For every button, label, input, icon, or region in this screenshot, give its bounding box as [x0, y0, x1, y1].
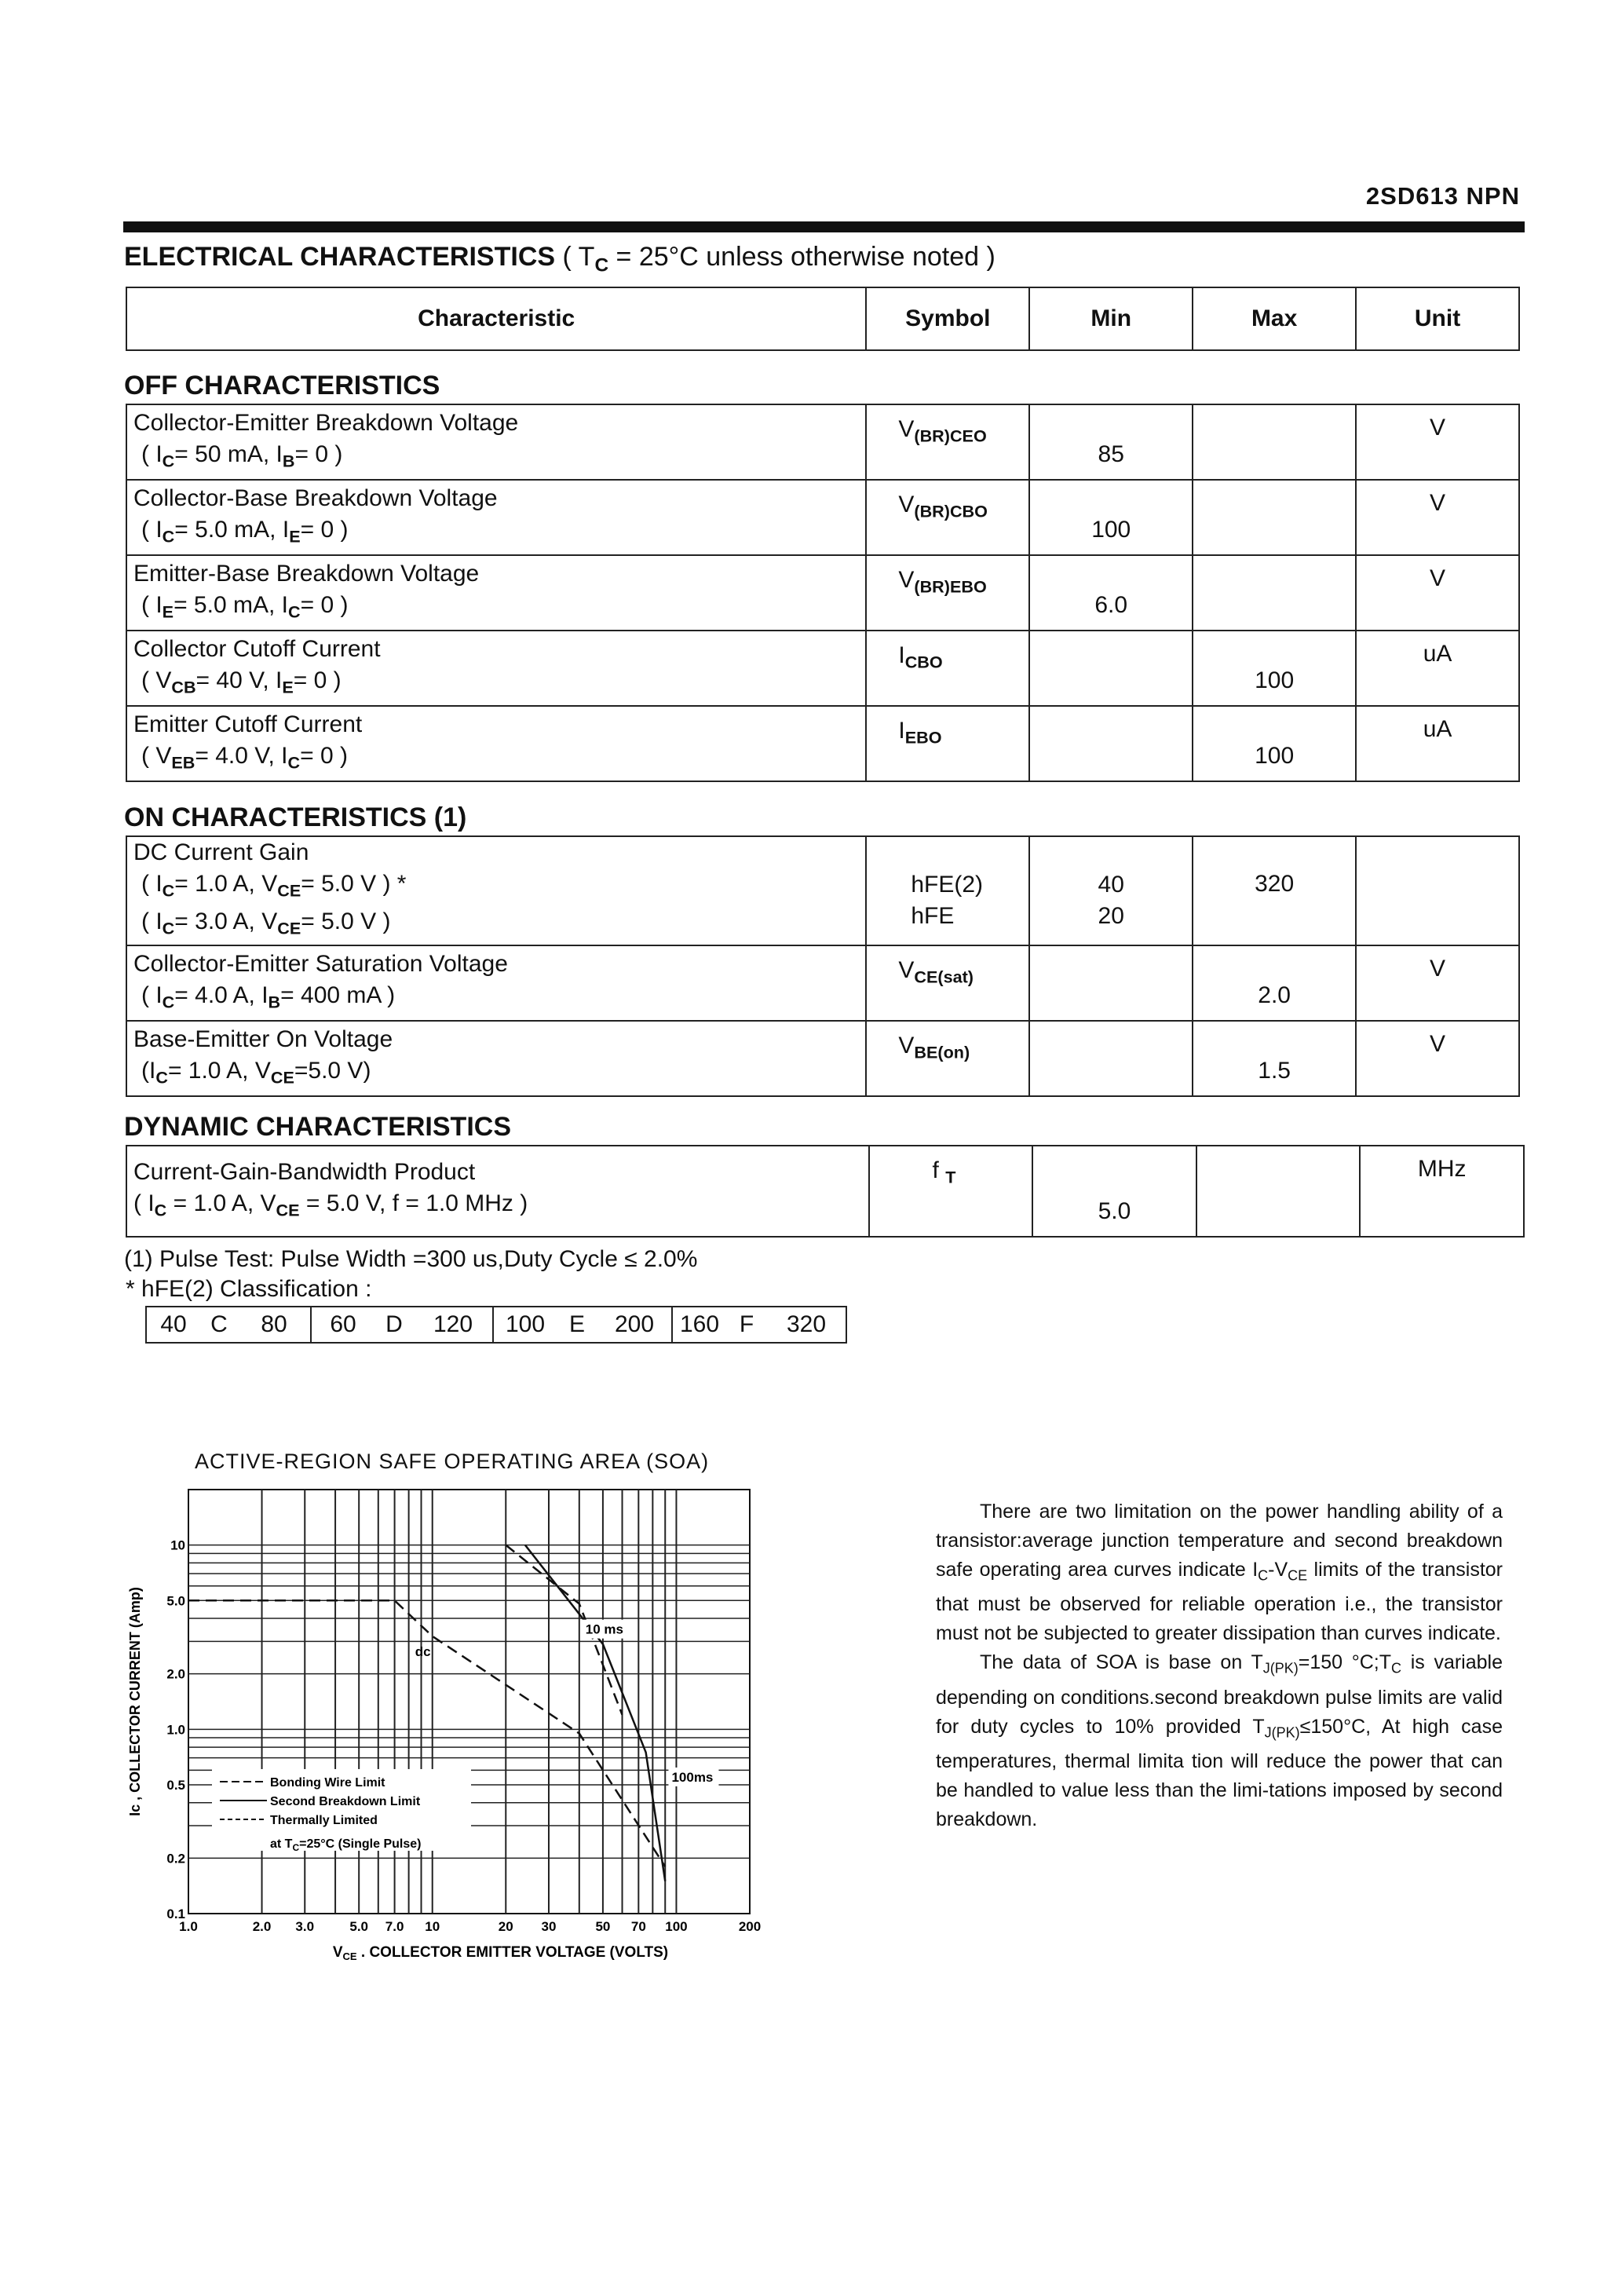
characteristic-name: Collector-Base Breakdown Voltage: [133, 484, 498, 511]
cond-text: = 0 ): [294, 441, 343, 467]
x-tick-label: 100: [665, 1919, 688, 1934]
chart-title: ACTIVE-REGION SAFE OPERATING AREA (SOA): [195, 1450, 710, 1473]
symbol-cell: [866, 404, 1029, 480]
cond-sub: E: [282, 677, 294, 697]
header-rule: [123, 221, 1525, 232]
ft-max: [1196, 1146, 1361, 1237]
cond-text: = 0 ): [300, 591, 349, 618]
x-tick-label: 1.0: [179, 1919, 198, 1934]
para-sub: C: [1391, 1660, 1402, 1676]
cond-text: =5.0 V): [294, 1057, 371, 1084]
hfe-classification-label: * hFE(2) Classification :: [126, 1276, 372, 1302]
table-row: [126, 404, 1519, 480]
characteristic-cell: [126, 706, 866, 781]
min-cell: 100: [1029, 480, 1193, 555]
ft-symbol: [869, 1146, 1033, 1237]
sym-hfe2: hFE(2): [911, 872, 984, 898]
vbe-on-symbol: [866, 1021, 1029, 1096]
cond-text: = 50 mA, I: [174, 441, 283, 467]
col-unit: Unit: [1356, 287, 1519, 350]
cond-text: = 5.0 mA, I: [174, 516, 290, 543]
cond-text: = 0 ): [300, 516, 349, 543]
sym-sub: (BR)CEO: [914, 426, 987, 446]
vbe-on-min: [1029, 1021, 1193, 1096]
column-header-table: [126, 287, 1520, 351]
table-row: [126, 706, 1519, 781]
page-heading: [124, 242, 995, 276]
cond-sub: CE: [276, 1200, 300, 1220]
para-text: is variable depending on conditions.second breakdown pulse limits are valid for duty cycles to 10% provided T: [936, 1651, 1503, 1738]
test-condition: [133, 665, 859, 703]
col-symbol: Symbol: [866, 287, 1029, 350]
pulse-test-note: (1) Pulse Test: Pulse Width =300 us,Duty Cycle ≤ 2.0%: [124, 1246, 698, 1272]
x-tick-label: 2.0: [252, 1919, 272, 1934]
table-row: [126, 631, 1519, 706]
vce-sat-symbol: [866, 945, 1029, 1021]
cond-text: ( I: [141, 909, 163, 935]
table-row: [126, 555, 1519, 631]
ft-characteristic: [126, 1146, 869, 1237]
cond-sub: C: [155, 1067, 168, 1088]
sym-main: f: [932, 1157, 946, 1183]
vce-sat-characteristic: [126, 945, 866, 1021]
class-value: 200: [614, 1311, 655, 1337]
class-value: 60: [330, 1311, 356, 1337]
characteristic-cell: [126, 480, 866, 555]
table-row: [126, 1146, 1524, 1237]
dc-gain-cond2: [133, 906, 859, 944]
legend-note-sub: C: [292, 1841, 300, 1853]
heading-cond: ( T: [562, 242, 595, 272]
x-tick-label: 3.0: [295, 1919, 315, 1934]
classification-group: [311, 1307, 493, 1343]
cond-sub: C: [162, 918, 175, 938]
symbol-cell: [866, 480, 1029, 555]
class-value: 320: [786, 1311, 827, 1337]
min-cell: 85: [1029, 404, 1193, 480]
unit-cell: V: [1356, 480, 1519, 555]
min-hfe2: 40: [1098, 872, 1124, 898]
class-value: C: [210, 1311, 228, 1337]
cond-text: ( I: [141, 441, 163, 467]
min-hfe: 20: [1098, 903, 1124, 930]
para-sub: CE: [1288, 1567, 1308, 1584]
characteristic-cell: [126, 404, 866, 480]
sym-main: V: [898, 567, 915, 593]
characteristic-name: Collector-Emitter Breakdown Voltage: [133, 409, 519, 436]
class-value: E: [568, 1311, 585, 1337]
sym-sub: CE(sat): [914, 967, 974, 987]
cond-text: = 3.0 A, V: [174, 909, 278, 935]
class-value: 100: [505, 1311, 546, 1337]
vbe-on-unit: V: [1356, 1021, 1519, 1096]
symbol-cell: [866, 706, 1029, 781]
cond-text: = 4.0 V, I: [195, 742, 288, 769]
unit-cell: V: [1356, 404, 1519, 480]
max-cell: [1193, 555, 1356, 631]
class-value: F: [739, 1311, 754, 1337]
cond-sub: C: [162, 451, 175, 471]
legend-item: Thermally Limited: [270, 1813, 378, 1827]
vce-sat-unit: V: [1356, 945, 1519, 1021]
unit-cell: V: [1356, 555, 1519, 631]
cond-text: ( I: [141, 516, 163, 543]
symbol-cell: [866, 631, 1029, 706]
characteristic-name: Emitter-Base Breakdown Voltage: [133, 560, 480, 587]
para-text: The data of SOA is base on T: [980, 1651, 1263, 1674]
cond-text: = 1.0 A, V: [167, 1057, 271, 1084]
classification-group: [146, 1307, 311, 1343]
class-value: 40: [160, 1311, 187, 1337]
vce-sat-cond: [133, 980, 859, 1018]
min-cell: [1029, 706, 1193, 781]
y-tick-label: 0.5: [166, 1777, 185, 1793]
col-min: Min: [1029, 287, 1193, 350]
dynamic-table: [126, 1145, 1525, 1238]
legend-note-text: =25°C (Single Pulse): [299, 1837, 422, 1851]
y-tick-label: 10: [170, 1537, 185, 1553]
para-sub: C: [1258, 1567, 1269, 1584]
100ms-curve-label: 100ms: [671, 1769, 714, 1785]
section-on-label: ON CHARACTERISTICS (1): [124, 803, 467, 832]
test-condition: [133, 590, 859, 627]
characteristic-cell: [126, 555, 866, 631]
characteristic-name: Collector Cutoff Current: [133, 635, 381, 662]
cond-text: = 4.0 A, I: [174, 982, 269, 1008]
cond-sub: B: [282, 451, 295, 471]
table-row: [126, 836, 1519, 945]
cond-text: = 40 V, I: [195, 667, 283, 693]
max-cell: [1193, 404, 1356, 480]
characteristic-name: Emitter Cutoff Current: [133, 711, 363, 737]
para-text: There are two limitation on the power handling ability of a transistor:average junction temperature and second breakdown safe operating area curves indicate I: [936, 1501, 1503, 1581]
para-sub: J(PK): [1264, 1724, 1300, 1741]
dc-gain-name: DC Current Gain: [133, 839, 309, 865]
x-axis-label-text: V: [332, 1944, 343, 1961]
x-tick-label: 20: [498, 1919, 513, 1934]
sym-main: I: [898, 718, 905, 744]
cond-text: ( I: [141, 591, 163, 618]
cond-text: ( V: [141, 667, 172, 693]
soa-chart: [118, 1476, 769, 1979]
x-tick-label: 7.0: [385, 1919, 404, 1934]
col-max: Max: [1193, 287, 1356, 350]
soa-paragraph-2: [936, 1648, 1503, 1834]
x-tick-label: 200: [738, 1919, 762, 1934]
classification-group: [493, 1307, 672, 1343]
sym-sub: (BR)CBO: [914, 501, 988, 521]
vce-sat-name: Collector-Emitter Saturation Voltage: [133, 950, 508, 977]
vce-sat-min: [1029, 945, 1193, 1021]
soa-description: [936, 1497, 1503, 1834]
sym-sub: CBO: [904, 652, 943, 672]
legend-item: Second Breakdown Limit: [270, 1794, 421, 1808]
dc-gain-max: [1193, 836, 1356, 945]
test-condition: [133, 439, 859, 477]
sym-main: I: [898, 642, 905, 668]
class-value: D: [385, 1311, 403, 1337]
section-off: OFF CHARACTERISTICS: [124, 371, 440, 400]
unit-cell: uA: [1356, 631, 1519, 706]
cond-sub: C: [162, 992, 175, 1012]
soa-curve-100ms: [525, 1545, 665, 1881]
ft-min: 5.0: [1032, 1146, 1196, 1237]
ft-cond: [133, 1188, 862, 1226]
y-tick-label: 2.0: [166, 1666, 185, 1682]
x-axis-label-text: . COLLECTOR EMITTER VOLTAGE (VOLTS): [356, 1944, 669, 1961]
x-tick-label: 50: [595, 1919, 611, 1934]
para-text: ≤150°C, At high case temperatures, thermal limita tion will reduce the power that can be handled to value less than the limi-tations imposed by second breakdown.: [936, 1715, 1503, 1831]
cond-text: = 5.0 V ) *: [301, 871, 407, 897]
max-cell: 100: [1193, 706, 1356, 781]
cond-text: = 1.0 A, V: [174, 871, 278, 897]
cond-sub: CE: [277, 918, 301, 938]
sym-main: V: [898, 956, 915, 983]
cond-sub: C: [162, 526, 175, 547]
table-row: [126, 480, 1519, 555]
cond-text: ( I: [141, 871, 163, 897]
heading-cond-sub: C: [594, 254, 609, 276]
y-tick-label: 1.0: [166, 1722, 185, 1738]
unit-cell: uA: [1356, 706, 1519, 781]
ft-name: Current-Gain-Bandwidth Product: [133, 1158, 476, 1185]
sym-sub: BE(on): [914, 1042, 970, 1062]
min-cell: [1029, 631, 1193, 706]
dc-gain-characteristic: [126, 836, 866, 945]
y-tick-label: 0.1: [166, 1907, 185, 1921]
legend-item: Bonding Wire Limit: [270, 1775, 385, 1790]
para-text: -V: [1268, 1559, 1288, 1581]
sym-main: V: [898, 416, 915, 442]
on-table: [126, 835, 1520, 1097]
ft-unit: MHz: [1360, 1146, 1524, 1237]
cond-text: ( I: [141, 982, 163, 1008]
cond-text: = 5.0 V ): [301, 909, 391, 935]
section-dynamic: DYNAMIC CHARACTERISTICS: [124, 1112, 511, 1142]
off-table: [126, 404, 1520, 782]
table-row: [126, 1021, 1519, 1096]
y-axis-label: Iᴄ , COLLECTOR CURRENT (Amp): [127, 1587, 143, 1816]
cond-sub: C: [154, 1200, 167, 1220]
dc-gain-min: [1029, 836, 1193, 945]
section-on: [124, 803, 466, 833]
dc-curve-label: dc: [415, 1643, 431, 1659]
table-row: [126, 945, 1519, 1021]
cond-text: ( V: [141, 742, 172, 769]
dc-gain-symbol: [866, 836, 1029, 945]
x-tick-label: 70: [630, 1919, 646, 1934]
sym-sub: (BR)EBO: [914, 576, 987, 597]
heading-title: ELECTRICAL CHARACTERISTICS: [124, 242, 556, 272]
cond-sub: C: [162, 880, 175, 901]
para-text: limits of the transistor that must be observed for reliable operation i.e., the transistor must not be subjected to greater dissipation than curves indicate.: [936, 1559, 1503, 1645]
sym-sub: T: [945, 1167, 956, 1187]
test-condition: [133, 514, 859, 552]
cond-text: = 1.0 A, V: [166, 1190, 276, 1216]
para-sub: J(PK): [1262, 1660, 1299, 1676]
x-tick-label: 10: [425, 1919, 440, 1934]
x-tick-label: 30: [541, 1919, 557, 1934]
max-hfe2: 320: [1255, 871, 1295, 898]
characteristic-cell: [126, 631, 866, 706]
vce-sat-max: 2.0: [1193, 945, 1356, 1021]
vbe-on-characteristic: [126, 1021, 866, 1096]
cond-text: = 400 mA ): [280, 982, 396, 1008]
vbe-on-name: Base-Emitter On Voltage: [133, 1026, 393, 1052]
min-cell: 6.0: [1029, 555, 1193, 631]
vbe-on-max: 1.5: [1193, 1021, 1356, 1096]
cond-text: = 5.0 mA, I: [174, 591, 288, 618]
cond-sub: CE: [277, 880, 301, 901]
x-axis-label: [333, 1944, 668, 1962]
sym-sub: EBO: [904, 727, 942, 748]
cond-text: = 0 ): [300, 742, 348, 769]
y-tick-label: 0.2: [166, 1851, 185, 1866]
heading-cond-suffix: = 25°C unless otherwise noted ): [608, 242, 995, 272]
para-text: =150 °C;T: [1298, 1651, 1392, 1674]
cond-text: ( I: [133, 1190, 155, 1216]
sym-main: V: [898, 492, 915, 517]
cond-sub: EB: [171, 752, 195, 773]
cond-sub: CB: [171, 677, 196, 697]
class-value: 120: [433, 1311, 473, 1337]
cond-sub: B: [268, 992, 281, 1012]
hfe-classification-table: [145, 1306, 847, 1344]
class-value: 160: [679, 1311, 720, 1337]
legend-note-text: at T: [270, 1837, 293, 1851]
max-cell: 100: [1193, 631, 1356, 706]
soa-paragraph-1: [936, 1497, 1503, 1648]
y-tick-label: 5.0: [166, 1593, 185, 1609]
col-characteristic: Characteristic: [126, 287, 866, 350]
cond-sub: E: [289, 526, 301, 547]
sym-main: V: [898, 1032, 915, 1058]
10ms-curve-label: 10 ms: [585, 1621, 624, 1637]
cond-text: = 5.0 V, f = 1.0 MHz ): [299, 1190, 528, 1216]
classification-row: [146, 1307, 846, 1343]
cond-text: (I: [141, 1057, 156, 1084]
part-number: 2SD613 NPN: [1365, 182, 1520, 210]
x-axis-label-sub: CE: [342, 1951, 357, 1962]
test-condition: [133, 740, 859, 778]
x-tick-label: 5.0: [349, 1919, 369, 1934]
symbol-cell: [866, 555, 1029, 631]
cond-sub: E: [162, 601, 174, 622]
max-cell: [1193, 480, 1356, 555]
dc-gain-unit: [1356, 836, 1519, 945]
dc-gain-cond1: [133, 868, 859, 906]
cond-sub: CE: [270, 1067, 294, 1088]
cond-sub: C: [287, 601, 301, 622]
sym-hfe: hFE: [911, 903, 955, 930]
class-value: 80: [261, 1311, 287, 1337]
cond-sub: C: [287, 752, 301, 773]
vbe-on-cond: [133, 1055, 859, 1093]
cond-text: = 0 ): [293, 667, 342, 693]
classification-group: [672, 1307, 846, 1343]
